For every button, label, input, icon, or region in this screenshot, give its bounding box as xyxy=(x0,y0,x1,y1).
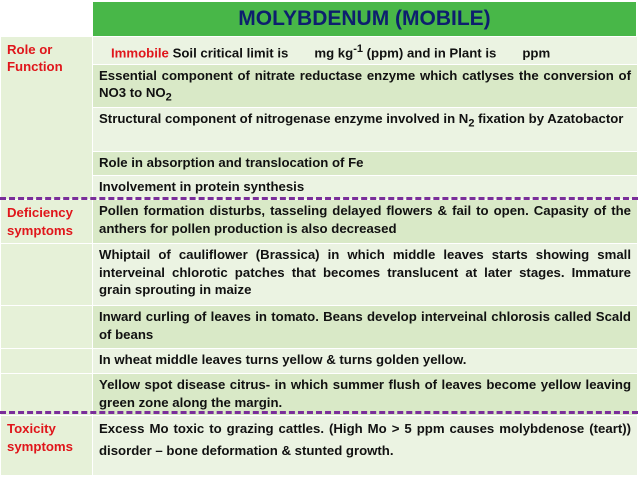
soil-limit-text: Soil critical limit is xyxy=(172,45,289,61)
section-label-role: Role or Function xyxy=(1,37,93,200)
ppm-text: ppm xyxy=(522,45,551,61)
table-row xyxy=(1,108,638,152)
section-label-deficiency: Deficiency symptoms xyxy=(1,200,93,244)
deficiency-row-4: In wheat middle leaves turns yellow & turns golden yellow. xyxy=(93,349,638,374)
section-divider xyxy=(0,411,638,414)
role-row-5: Involvement in protein synthesis xyxy=(93,176,638,200)
table-row xyxy=(1,37,638,65)
role-row-2-text: Essential component of nitrate reductase enzyme which catlyses the conversion of NO3 to NO xyxy=(99,67,631,101)
table-row xyxy=(1,64,638,108)
role-row-3-text-end: fixation by Azatobactor xyxy=(474,111,624,127)
section-label-toxicity: Toxicity symptoms xyxy=(1,416,93,476)
table-row xyxy=(1,349,638,374)
table-row xyxy=(1,306,638,349)
slide-title: MOLYBDENUM (MOBILE) xyxy=(93,2,636,36)
role-row-3 xyxy=(93,108,638,152)
deficiency-row-1: Pollen formation disturbs, tasseling delayed flowers & fail to open. Capasity of the anthers for pollen production is also decreased xyxy=(93,200,638,244)
role-row-4: Role in absorption and translocation of Fe xyxy=(93,152,638,176)
section-label-cell xyxy=(1,374,93,416)
subscript: 2 xyxy=(165,91,172,104)
deficiency-row-5: Yellow spot disease citrus- in which summer flush of leaves become yellow leaving green zone along the margin. xyxy=(93,374,638,416)
table-row xyxy=(1,152,638,176)
deficiency-row-2: Whiptail of cauliflower (Brassica) in which middle leaves starts showing small interveinal chlorotic patches that becomes translucent at later stages. Immature grain sprouting in maize xyxy=(93,244,638,306)
unit-exponent: -1 xyxy=(353,43,363,55)
plant-limit-text: (ppm) and in Plant is xyxy=(366,45,497,61)
section-label-cell xyxy=(1,349,93,374)
deficiency-row-3: Inward curling of leaves in tomato. Beans develop interveinal chlorosis called Scald of beans xyxy=(93,306,638,349)
immobile-label: Immobile xyxy=(111,45,169,61)
table-row xyxy=(1,416,638,476)
role-row-1 xyxy=(93,37,638,65)
section-label-cell xyxy=(1,306,93,349)
table-row xyxy=(1,244,638,306)
section-divider xyxy=(0,197,638,200)
subscript: 2 xyxy=(468,118,475,131)
role-row-3-text: Structural component of nitrogenase enzyme involved in N xyxy=(99,111,469,127)
toxicity-row: Excess Mo toxic to grazing cattles. (High Mo > 5 ppm causes molybdenose (teart)) disorder – bone deformation & stunted growth. xyxy=(93,416,638,476)
role-row-2 xyxy=(93,64,638,108)
section-label-cell xyxy=(1,244,93,306)
unit-text: mg kg xyxy=(314,45,354,61)
table-row xyxy=(1,200,638,244)
table-row xyxy=(1,374,638,416)
